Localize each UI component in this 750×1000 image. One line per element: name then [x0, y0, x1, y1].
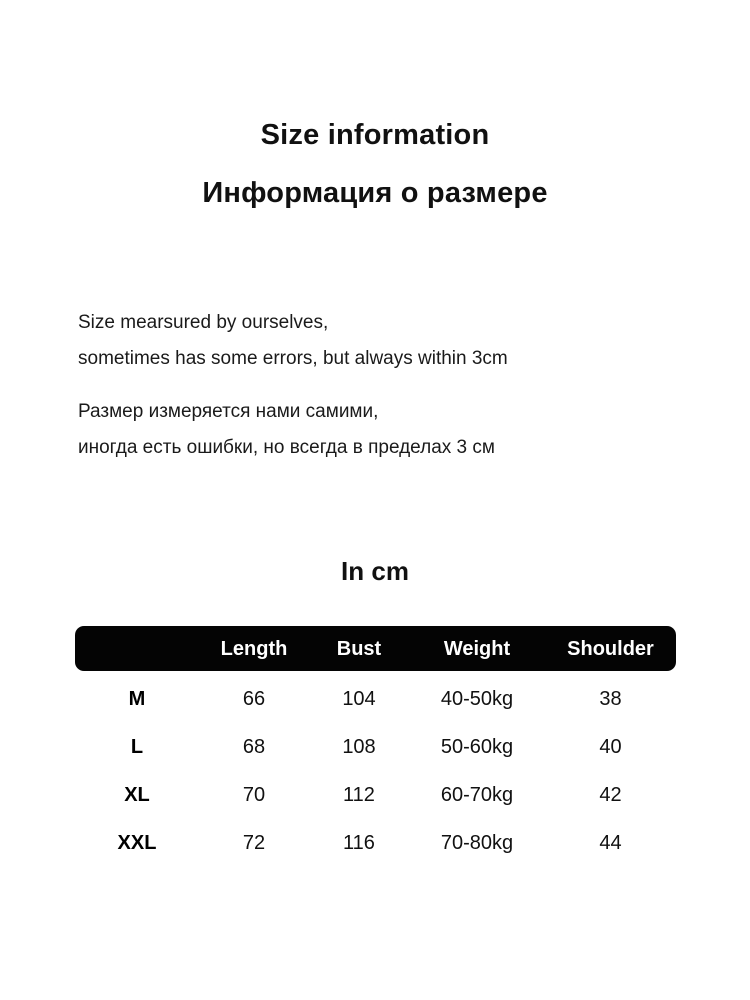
cell-size: XL — [124, 784, 150, 806]
cell-length: 72 — [242, 832, 266, 854]
cell-weight: 40-50kg — [440, 688, 514, 710]
table-header-length: Length — [220, 637, 288, 660]
cell-length: 70 — [242, 784, 266, 806]
cell-weight: 60-70kg — [440, 784, 514, 806]
table-header-weight: Weight — [443, 637, 511, 660]
note-english-line-2: sometimes has some errors, but always within 3cm — [78, 348, 508, 369]
cell-length: 66 — [242, 688, 266, 710]
cell-bust: 112 — [343, 784, 375, 806]
table-header-shoulder: Shoulder — [567, 637, 654, 660]
cell-size: L — [130, 736, 144, 758]
note-english-line-1: Size mearsured by ourselves, — [78, 312, 329, 333]
table-body — [75, 671, 676, 867]
note-russian-line-2: иногда есть ошибки, но всегда в пределах 3 см — [78, 437, 495, 458]
note-russian-line-1: Размер измеряется нами самими, — [78, 401, 379, 422]
cell-size: XXL — [117, 832, 157, 854]
table-header-bust: Bust — [336, 637, 382, 660]
cell-shoulder: 42 — [599, 784, 622, 806]
cell-size: M — [128, 688, 146, 710]
cell-weight: 70-80kg — [440, 832, 514, 854]
table-row — [75, 675, 676, 723]
cell-bust: 116 — [343, 832, 375, 854]
cell-length: 68 — [242, 736, 266, 758]
cell-shoulder: 44 — [599, 832, 622, 854]
cell-shoulder: 40 — [599, 736, 622, 758]
cell-shoulder: 38 — [599, 688, 622, 710]
table-row — [75, 771, 676, 819]
table-row — [75, 723, 676, 771]
page-title-russian: Информация о размере — [202, 177, 548, 209]
table-header-row — [75, 626, 676, 671]
page-title-english: Size information — [260, 119, 490, 151]
note-paragraph-english — [78, 305, 678, 377]
cell-bust: 108 — [342, 736, 376, 758]
title-block — [0, 118, 750, 210]
measurement-notes — [78, 305, 678, 466]
cell-bust: 104 — [342, 688, 376, 710]
cell-weight: 50-60kg — [440, 736, 514, 758]
unit-label: In cm — [341, 556, 409, 586]
size-table — [75, 626, 676, 867]
table-row — [75, 819, 676, 867]
note-paragraph-russian — [78, 394, 678, 466]
